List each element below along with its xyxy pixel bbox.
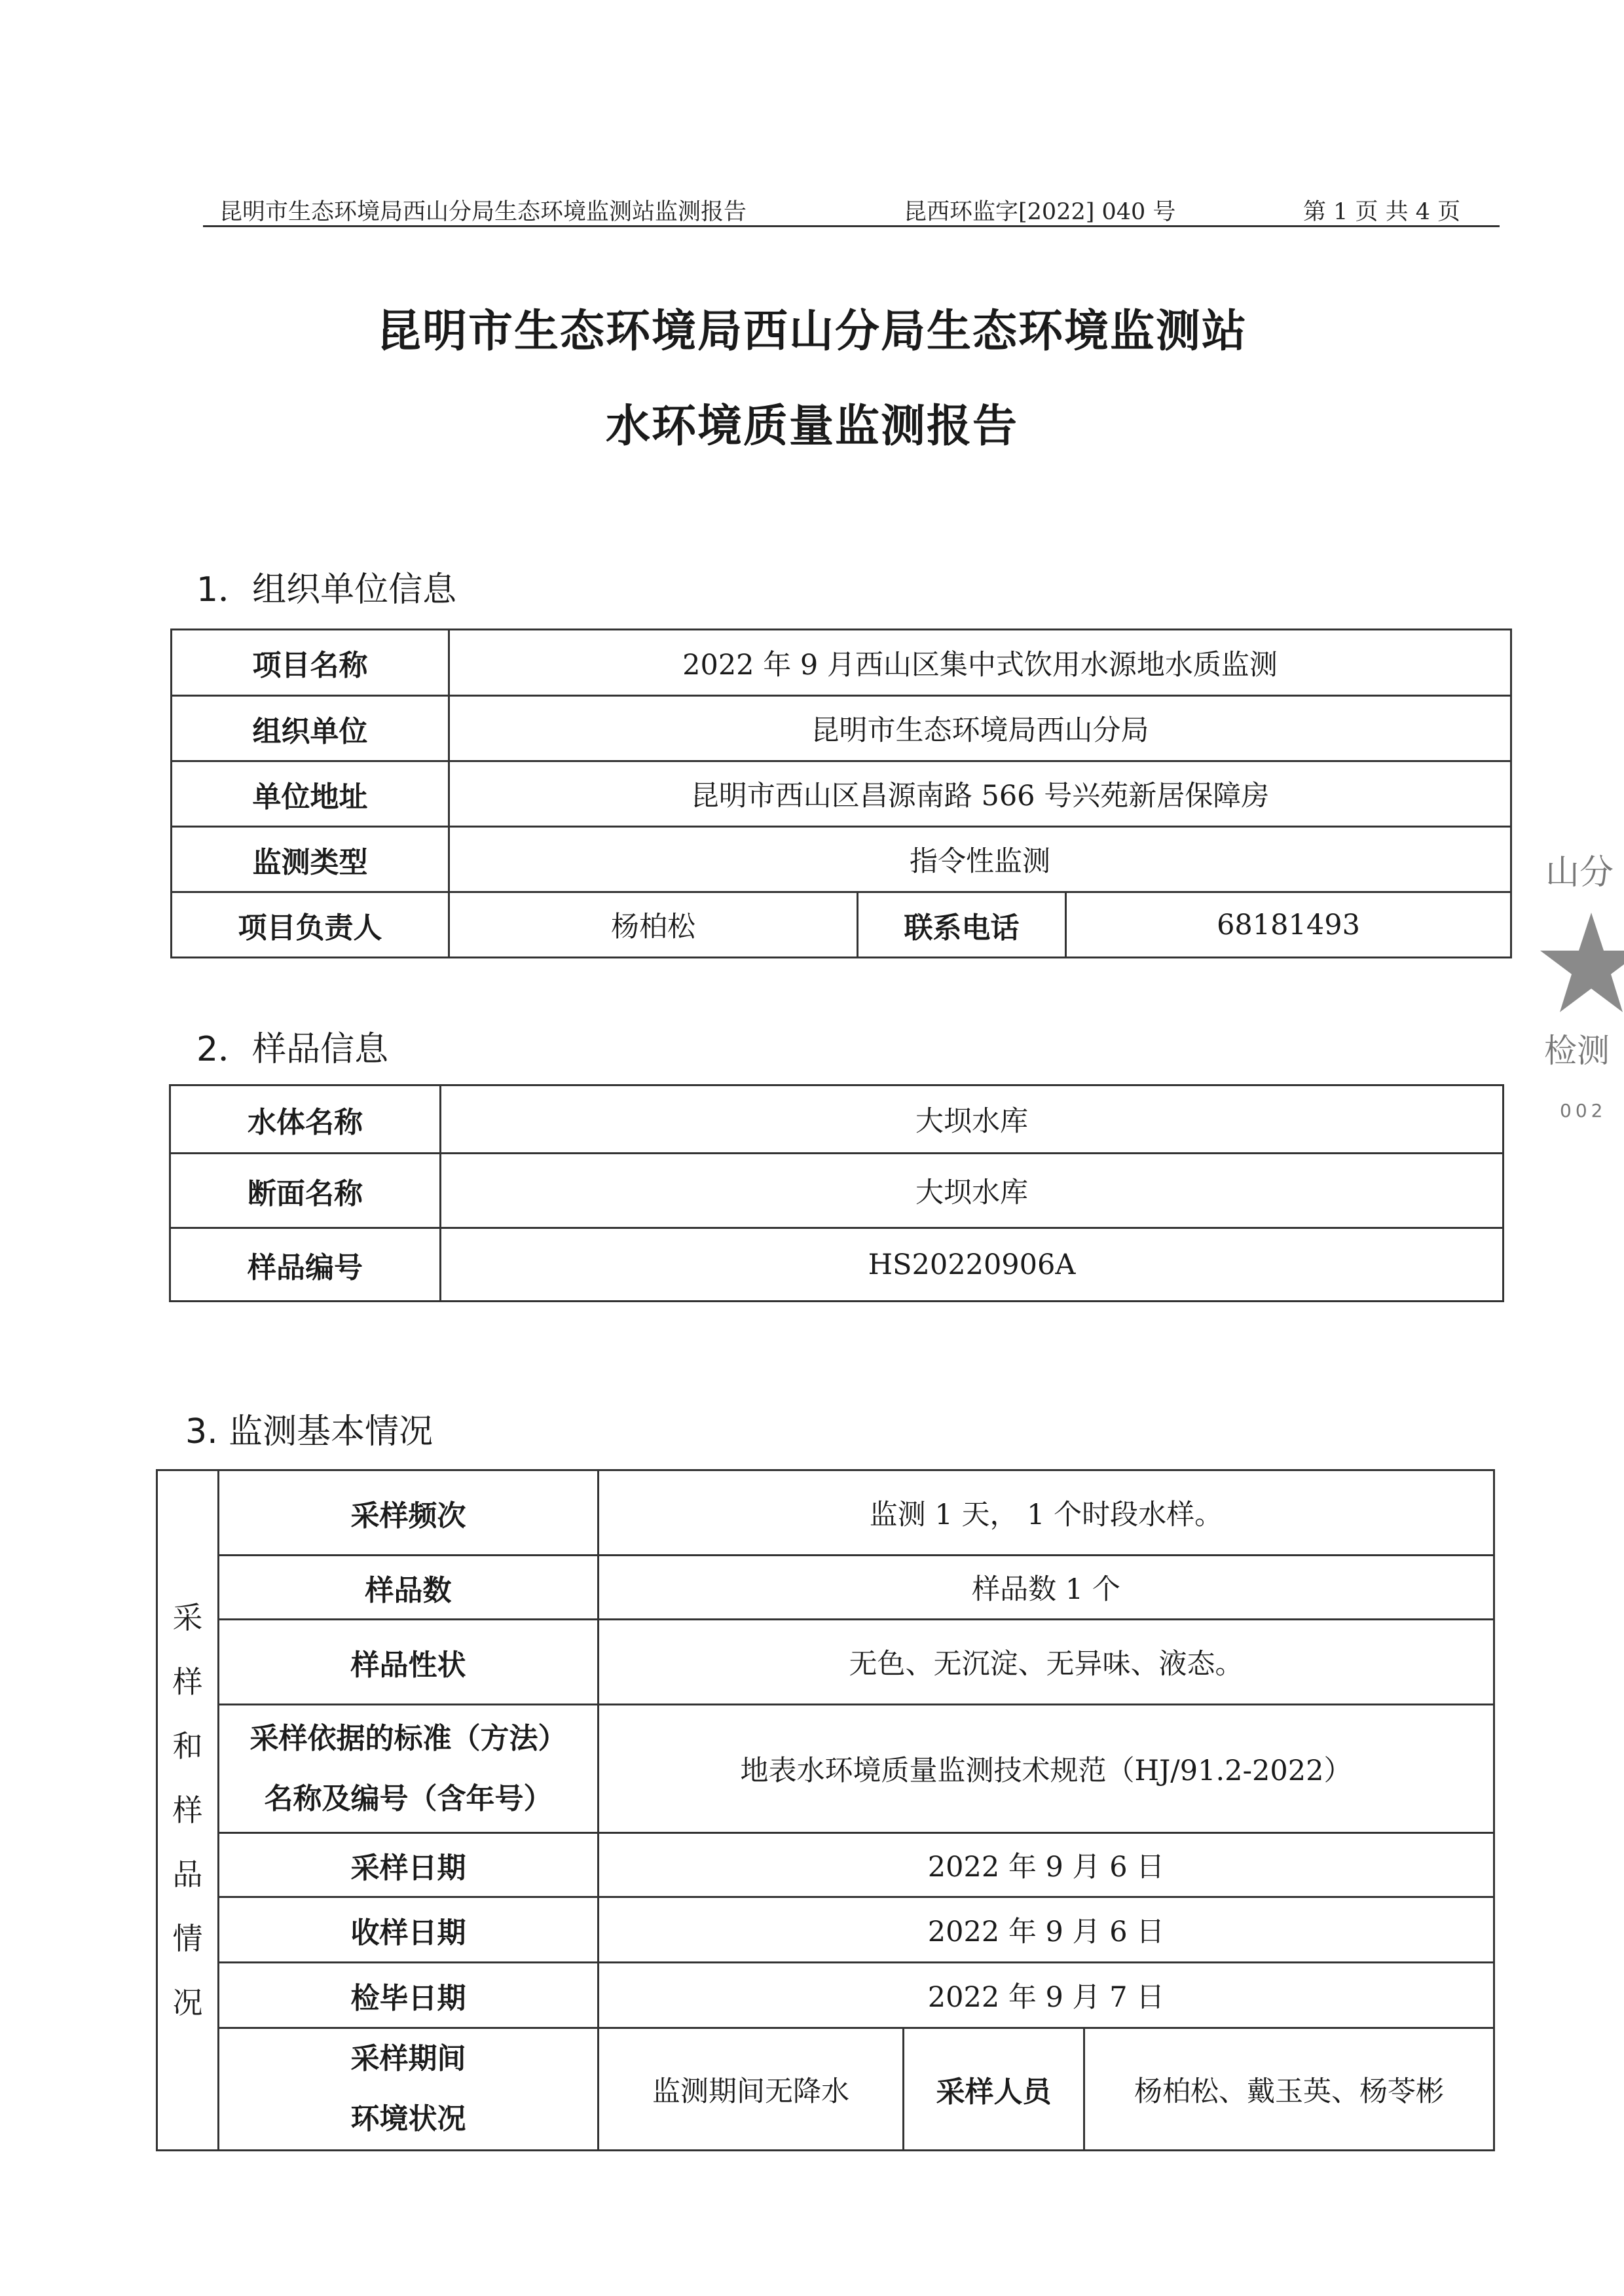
header-doc-number: 昆西环监字[2022] 040 号 xyxy=(904,199,1176,225)
sampling-frequency-label: 采样频次 xyxy=(219,1470,599,1556)
sampling-personnel-value: 杨柏松、戴玉英、杨苓彬 xyxy=(1084,2028,1494,2151)
project-name-value: 2022 年 9 月西山区集中式饮用水源地水质监测 xyxy=(449,630,1511,696)
header-page-number: 第 1 页 共 4 页 xyxy=(1303,199,1461,225)
org-unit-label: 组织单位 xyxy=(172,696,449,761)
project-leader-label: 项目负责人 xyxy=(172,892,449,958)
seal-text-top: 山分 xyxy=(1545,853,1614,892)
report-title-line1: 昆明市生态环境局西山分局生态环境监测站 xyxy=(376,306,1247,357)
water-body-value: 大坝水库 xyxy=(441,1085,1504,1154)
sample-nature-label: 样品性状 xyxy=(219,1620,599,1705)
sampling-standard-label: 采样依据的标准（方法） 名称及编号（含年号） xyxy=(219,1705,599,1833)
sample-info-table xyxy=(169,1084,1504,1302)
basic-info-table xyxy=(156,1469,1495,2151)
official-seal-stamp xyxy=(1540,812,1624,1152)
section-name-label: 断面名称 xyxy=(170,1154,441,1228)
finish-date-value: 2022 年 9 月 7 日 xyxy=(599,1963,1494,2028)
finish-date-label: 检毕日期 xyxy=(219,1963,599,2028)
section-name-value: 大坝水库 xyxy=(441,1154,1504,1228)
section-org-info-heading: 1．组织单位信息 xyxy=(196,570,457,610)
sampling-standard-value: 地表水环境质量监测技术规范（HJ/91.2-2022） xyxy=(599,1705,1494,1833)
address-value: 昆明市西山区昌源南路 566 号兴苑新居保障房 xyxy=(449,761,1511,827)
report-title-line2: 水环境质量监测报告 xyxy=(605,401,1018,452)
org-unit-value: 昆明市生态环境局西山分局 xyxy=(449,696,1511,761)
seal-star-icon xyxy=(1540,910,1624,1015)
sampling-frequency-value: 监测 1 天， 1 个时段水样。 xyxy=(599,1470,1494,1556)
sample-count-value: 样品数 1 个 xyxy=(599,1556,1494,1620)
section-sample-info-heading: 2．样品信息 xyxy=(196,1030,389,1069)
org-info-table xyxy=(170,629,1512,958)
sampling-environment-label: 采样期间 环境状况 xyxy=(219,2028,599,2151)
seal-text-mid: 检测 xyxy=(1544,1032,1610,1070)
sampling-side-label: 采 样 和 样 品 情 况 xyxy=(157,1470,219,2151)
water-body-label: 水体名称 xyxy=(170,1085,441,1154)
monitor-type-value: 指令性监测 xyxy=(449,827,1511,892)
header-report-name: 昆明市生态环境局西山分局生态环境监测站监测报告 xyxy=(219,199,747,225)
sample-count-label: 样品数 xyxy=(219,1556,599,1620)
receive-date-label: 收样日期 xyxy=(219,1897,599,1963)
contact-phone-value: 68181493 xyxy=(1066,892,1511,958)
header-rule xyxy=(203,225,1500,227)
sample-nature-value: 无色、无沉淀、无异味、液态。 xyxy=(599,1620,1494,1705)
section-basic-heading: 3. 监测基本情况 xyxy=(185,1412,434,1451)
sampling-personnel-label: 采样人员 xyxy=(904,2028,1084,2151)
sample-number-value: HS20220906A xyxy=(441,1228,1504,1302)
project-leader-value: 杨柏松 xyxy=(449,892,858,958)
monitor-type-label: 监测类型 xyxy=(172,827,449,892)
sampling-date-value: 2022 年 9 月 6 日 xyxy=(599,1833,1494,1897)
sampling-environment-value: 监测期间无降水 xyxy=(599,2028,904,2151)
project-name-label: 项目名称 xyxy=(172,630,449,696)
sampling-date-label: 采样日期 xyxy=(219,1833,599,1897)
receive-date-value: 2022 年 9 月 6 日 xyxy=(599,1897,1494,1963)
contact-phone-label: 联系电话 xyxy=(858,892,1066,958)
sample-number-label: 样品编号 xyxy=(170,1228,441,1302)
address-label: 单位地址 xyxy=(172,761,449,827)
seal-text-bottom: 002 xyxy=(1560,1100,1607,1121)
